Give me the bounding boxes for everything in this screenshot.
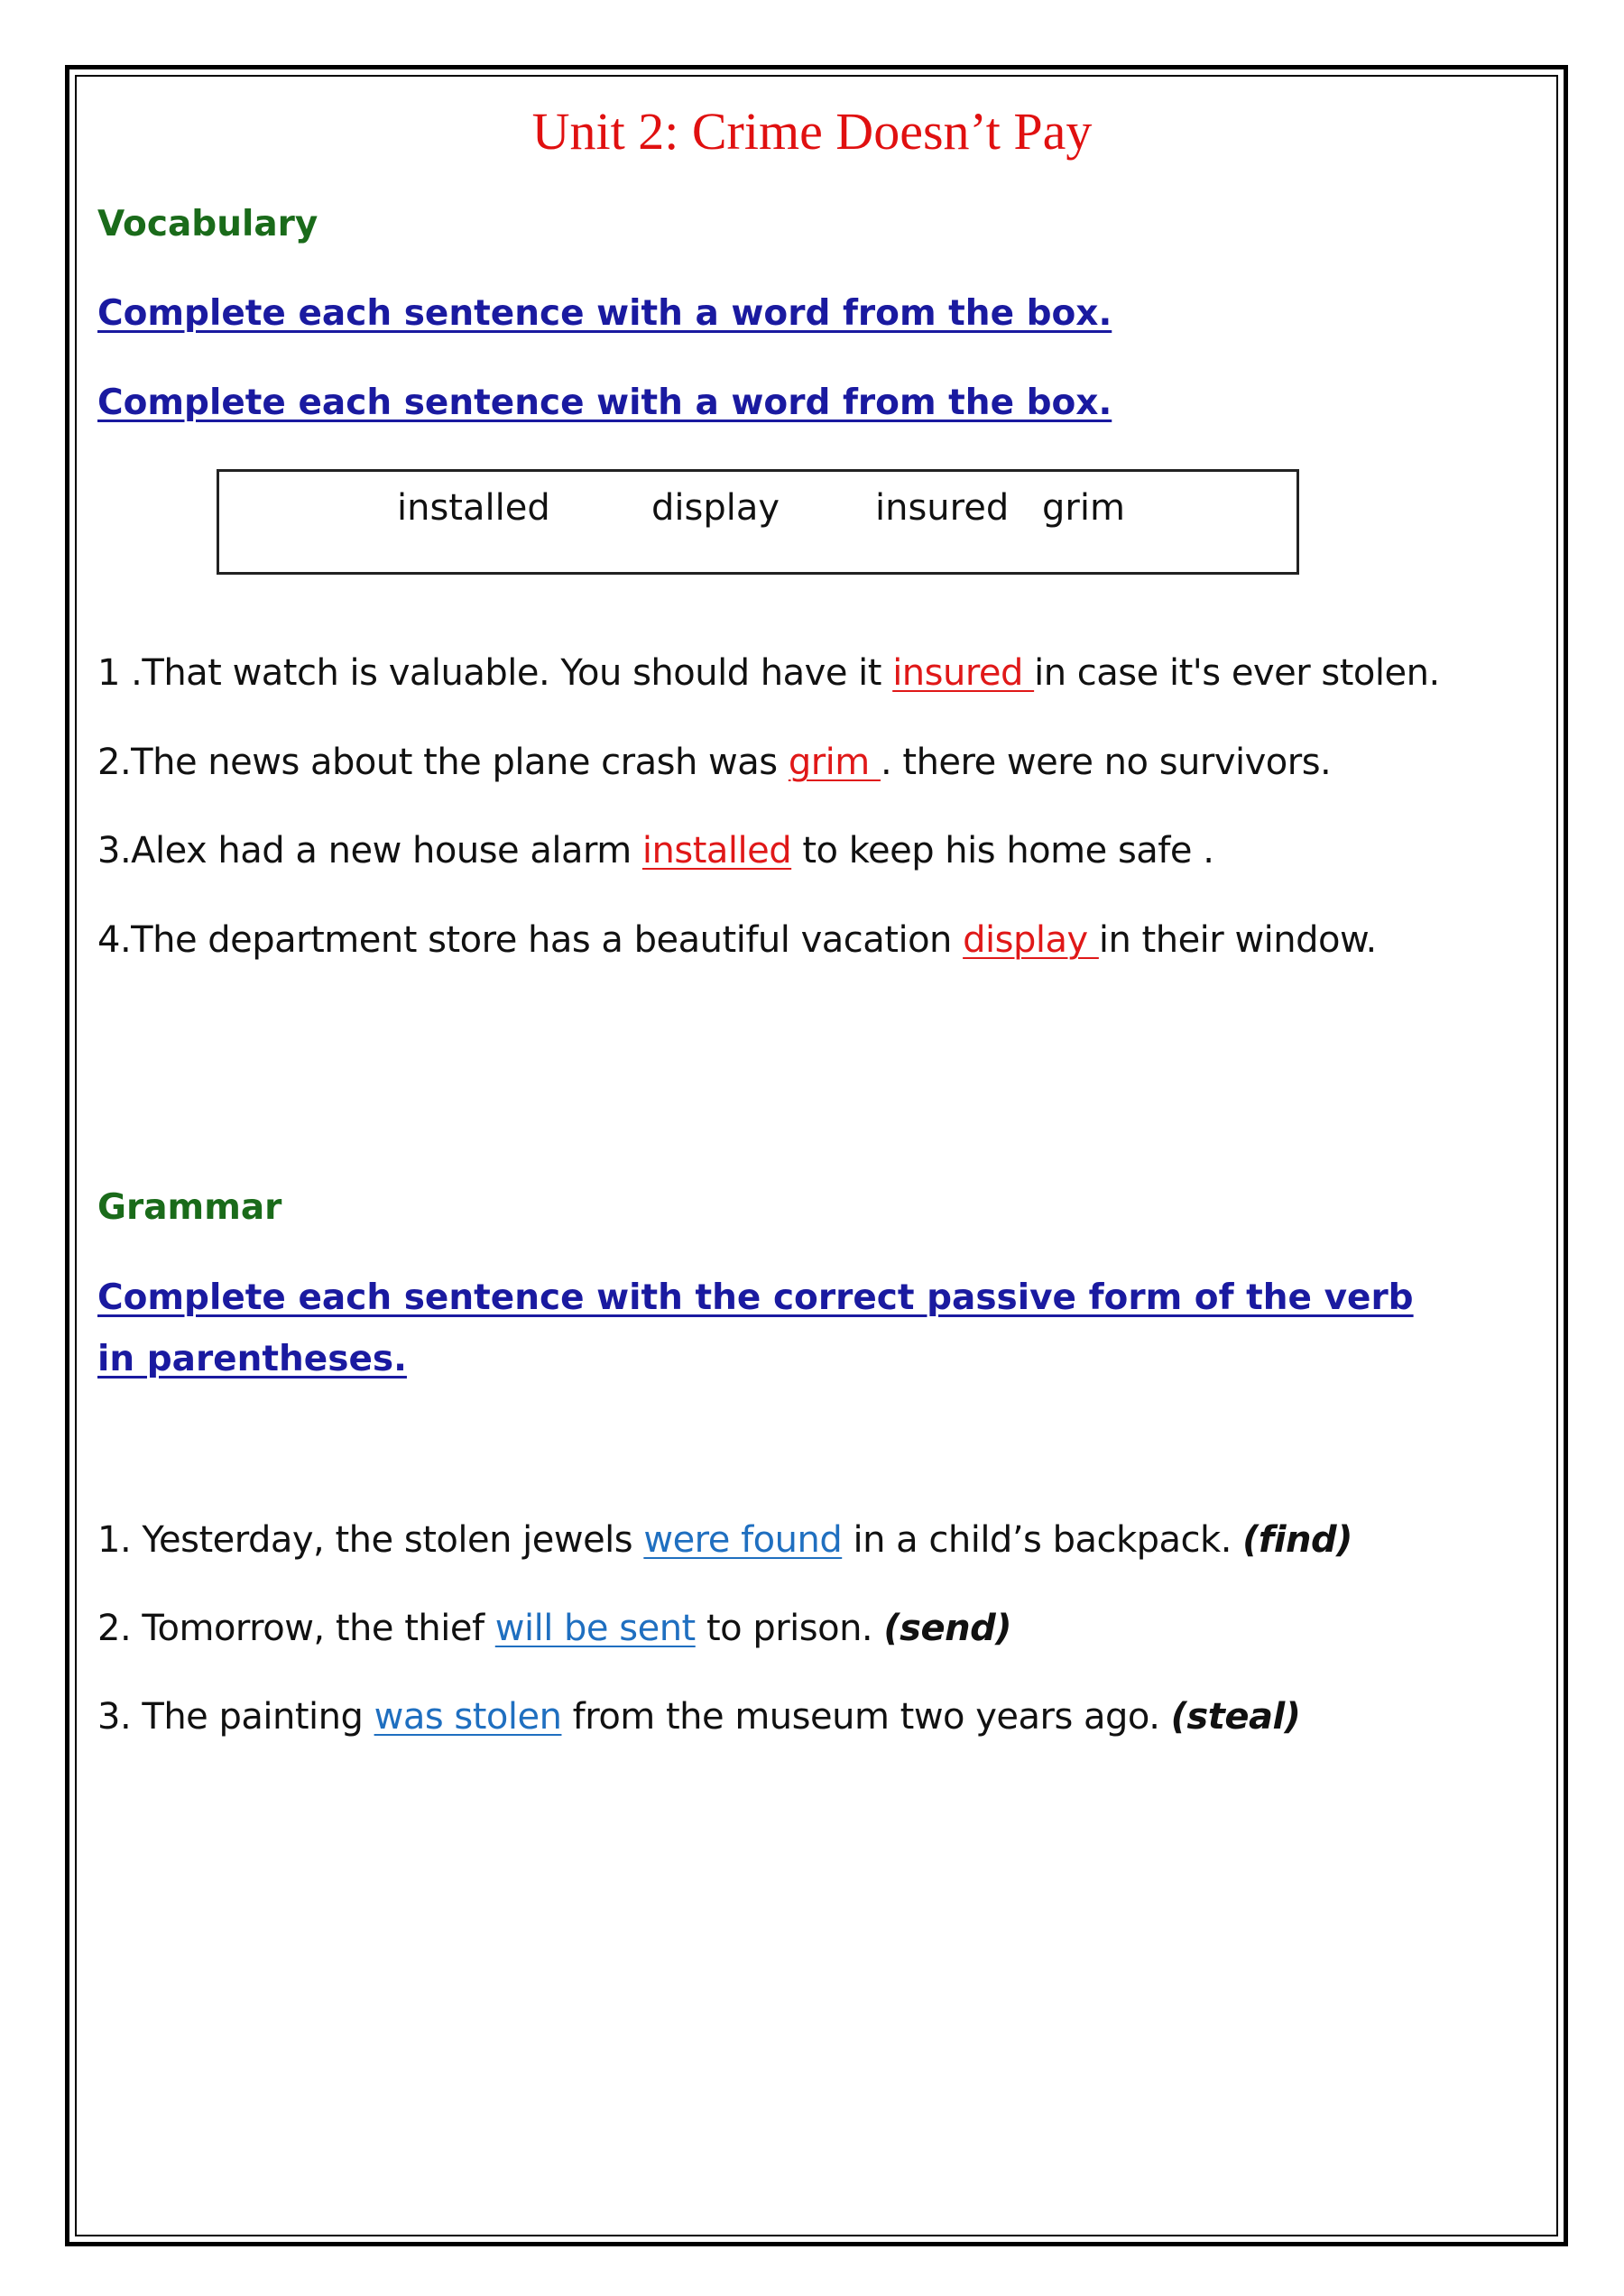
answer-fill: grim xyxy=(788,742,881,783)
box-word: insured xyxy=(875,487,1010,529)
grammar-heading: Grammar xyxy=(97,1187,282,1228)
vocabulary-sentence-3 xyxy=(97,830,1213,871)
answer-fill: insured xyxy=(892,652,1035,694)
page-title: Unit 2: Crime Doesn’t Pay xyxy=(531,102,1093,161)
sentence-text: 1 .That watch is valuable. You should have it xyxy=(97,652,893,694)
sentence-text: . there were no survivors. xyxy=(880,742,1332,783)
verb-hint: (send) xyxy=(883,1608,1011,1649)
vocabulary-instruction-2: Complete each sentence with a word from the box. xyxy=(97,383,1112,423)
answer-fill: display xyxy=(963,919,1099,961)
verb-hint: (find) xyxy=(1242,1519,1352,1561)
grammar-sentence-2 xyxy=(97,1608,1011,1649)
answer-fill: was stolen xyxy=(374,1696,562,1738)
vocabulary-sentence-1 xyxy=(97,652,1440,694)
box-word: grim xyxy=(1042,487,1125,529)
vocabulary-instruction-1: Complete each sentence with a word from the box. xyxy=(97,293,1112,334)
sentence-text: 2.The news about the plane crash was xyxy=(97,742,789,783)
answer-fill: were found xyxy=(643,1519,843,1561)
vocabulary-sentence-4 xyxy=(97,919,1377,961)
answer-fill: will be sent xyxy=(494,1608,696,1649)
sentence-text: 4.The department store has a beautiful vacation xyxy=(97,919,964,961)
sentence-text: from the museum two years ago. xyxy=(561,1696,1171,1738)
grammar-sentence-3 xyxy=(97,1696,1300,1738)
vocabulary-heading: Vocabulary xyxy=(97,204,318,244)
sentence-text: in case it's ever stolen. xyxy=(1034,652,1440,694)
sentence-text: 2. Tomorrow, the thief xyxy=(97,1608,495,1649)
sentence-text: 1. Yesterday, the stolen jewels xyxy=(97,1519,644,1561)
grammar-sentence-1 xyxy=(97,1519,1352,1561)
sentence-text: 3.Alex had a new house alarm xyxy=(97,830,642,871)
box-word: installed xyxy=(397,487,550,529)
box-word: display xyxy=(651,487,780,529)
vocabulary-sentence-2 xyxy=(97,742,1331,783)
grammar-instruction-line1: Complete each sentence with the correct passive form of the verb xyxy=(97,1277,1414,1318)
grammar-instruction-line2: in parentheses. xyxy=(97,1339,407,1379)
sentence-text: in a child’s backpack. xyxy=(842,1519,1243,1561)
answer-fill: installed xyxy=(641,830,792,871)
sentence-text: to keep his home safe . xyxy=(791,830,1214,871)
sentence-text: in their window. xyxy=(1098,919,1377,961)
verb-hint: (steal) xyxy=(1170,1696,1301,1738)
sentence-text: to prison. xyxy=(695,1608,884,1649)
sentence-text: 3. The painting xyxy=(97,1696,374,1738)
